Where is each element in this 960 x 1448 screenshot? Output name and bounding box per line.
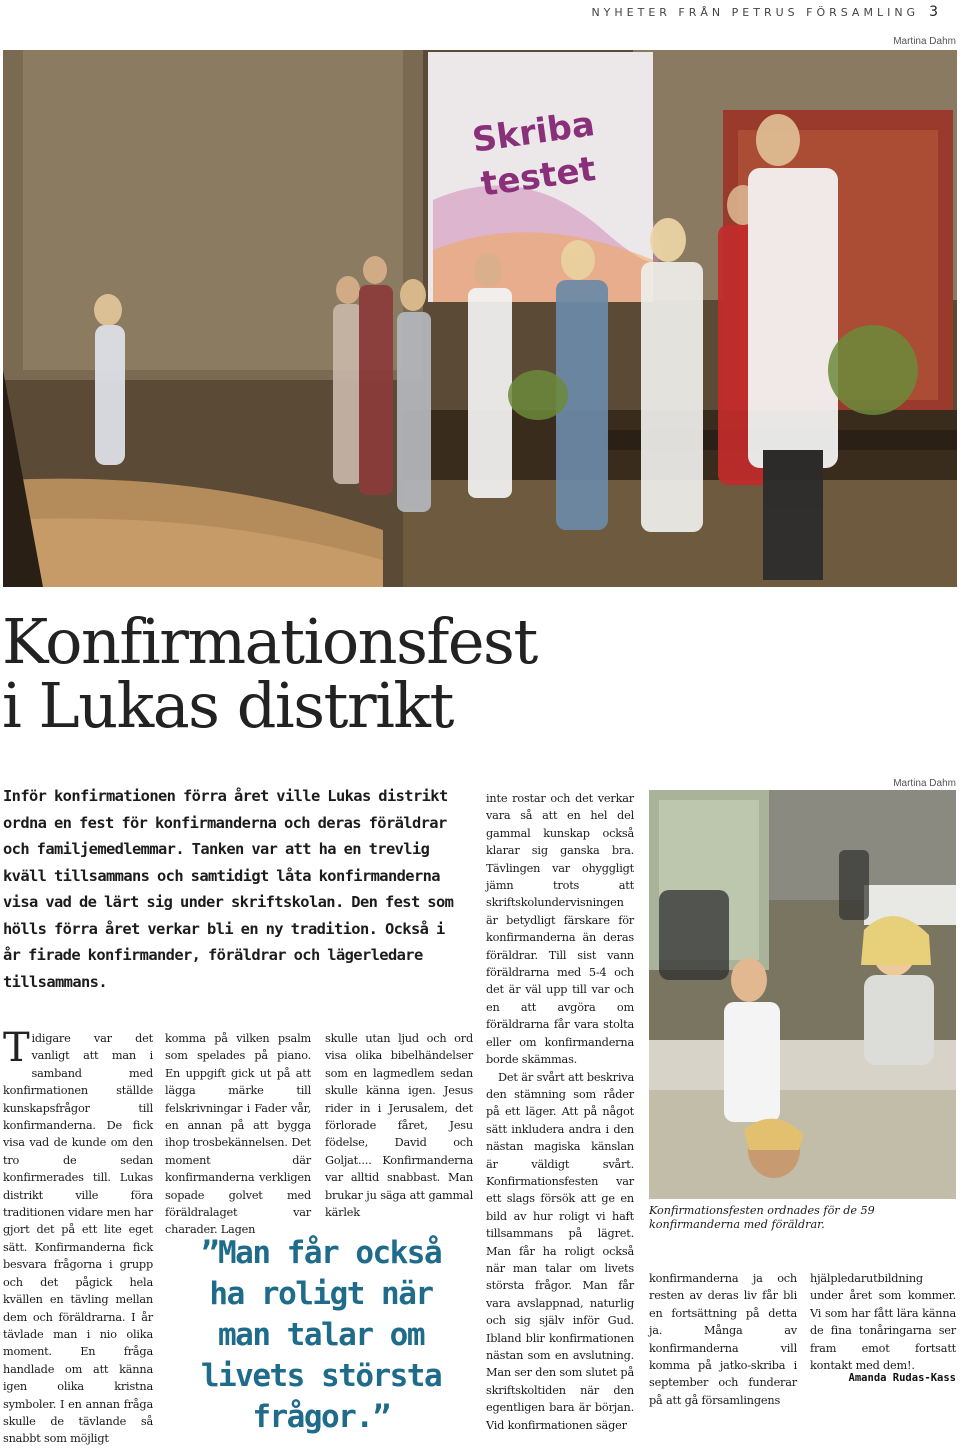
body-text-col2: komma på vilken psalm som spelades på piano. En uppgift gick ut på att lägga märke till felskrivningar i Fader vår, en annan på att bygga ihop trosbekännelsen. Det moment där konfirmanderna verkligen sopade golvet med föräldralaget var charader. Lagen (165, 1032, 311, 1237)
main-photo (3, 50, 957, 587)
body-text-col4-p2: Det är svårt att beskriva den stämning som råder på ett läger. Att på något sätt inkludera andra i den nästan magiska känslan är väldigt svårt. Konfirmationsfesten var ett slags försök att ge en bild av hur roligt vi haft tillsammans på lägret. Man får ha roligt också när man talar om livets största frågor. Man får vara avslappnad, naturlig och sig själv inför Gud. Ibland blir konfirmationen nästan som en avslutning. Man ser den som slutet på skriftskoltiden när den egentligen bara är början. Vid konfirmationen säger (486, 1070, 634, 1432)
headline-line-1: Konfirmationsfest (2, 605, 537, 678)
body-text-col1: idigare var det vanligt att man i samband med konfirmationen ställde kunskapsfrågor till konfirmanderna. De fick visa vad de kunde om den tro de sedan konfirmerades till. Lukas distrikt ville föra traditionen vidare men har gjort det på ett lite eget sätt. Konfirmanderna fick besvara frågorna i grupp och det pågick hela kvällen en tävling mellan dem och föräldrarna. I år tävlade man i nio olika moment. En fråga handlade om att känna igen olika kristna symboler. I en annan fråga skulle de tävlande så snabbt som möjligt (3, 1032, 153, 1446)
photo-credit: Martina Dahm (893, 36, 956, 47)
screen-text-2: testet (478, 149, 599, 205)
screen-text-1: Skriba (469, 104, 598, 161)
body-text-col3: skulle utan ljud och ord visa olika bibelhändelser som en lagmedlem sedan skulle känna igen. Jesus rider in i Jerusalem, det förlorade fåret, Jesu födelse, David och Goljat.... Konfirmanderna var alltid snabbast. Man brukar ju säga att gammal kärlek (325, 1032, 473, 1220)
headline (2, 605, 537, 742)
ingress: Inför konfirmationen förra året ville Lukas distrikt ordna en fest för konfirmanderna och deras föräldrar och familjemedlemmar. Tanken var att ha en trevlig kväll tillsammans och samtidigt låta konfirmanderna visa vad de lärt sig under skriftskolan. Den fest som hölls förra året verkar bli en ny tradition. Också i år firade konfirmander, föräldrar och lägerledare tillsammans. (3, 787, 454, 991)
photo-2-credit: Martina Dahm (893, 778, 956, 789)
headline-line-2: i Lukas distrikt (2, 669, 453, 742)
drop-cap: T (3, 1025, 30, 1071)
body-text-col4-p1: inte rostar och det verkar vara så att en hel del gammal kunskap också klarar sig ganska bra. Tävlingen var ohyggligt jämn trots att skriftskolundervisningen är betydligt färskare för konfirmanderna än deras föräldrar. Till sist vann föräldrarna med 5-4 och det är väl upp till var och en att avgöra om föräldrarna får vara stolta eller om konfirmanderna borde skämmas. (486, 792, 634, 1067)
pull-quote: ”Man får också ha roligt när man talar om livets största frågor.” (200, 1235, 442, 1435)
body-column-5 (649, 1270, 797, 1409)
body-column-6 (810, 1270, 956, 1374)
page-header (591, 4, 938, 20)
page-number: 3 (929, 4, 938, 20)
body-text-col5: konfirmanderna ja och resten av deras liv får bli en fortsättning på detta ja. Många av konfirmanderna vill komma på jatko-skriba i september och funderar på att gå församlingens (649, 1272, 797, 1407)
section-title: NYHETER FRÅN PETRUS FÖRSAMLING (591, 6, 920, 19)
author-byline: Amanda Rudas-Kass (848, 1372, 956, 1384)
body-column-2 (165, 1030, 311, 1239)
body-text-col6: hjälpledarutbildning under året som kommer. Vi som har fått lära känna de fina tonåringarna ser fram emot fortsatt kontakt med dem!. (810, 1272, 956, 1373)
body-column-1 (3, 1025, 153, 1448)
secondary-photo (649, 790, 956, 1199)
photo-2-caption: Konfirmationsfesten ordnades för de 59 konfirmanderna med föräldrar. (649, 1204, 875, 1231)
body-column-3 (325, 1030, 473, 1221)
body-column-4 (486, 790, 634, 1434)
